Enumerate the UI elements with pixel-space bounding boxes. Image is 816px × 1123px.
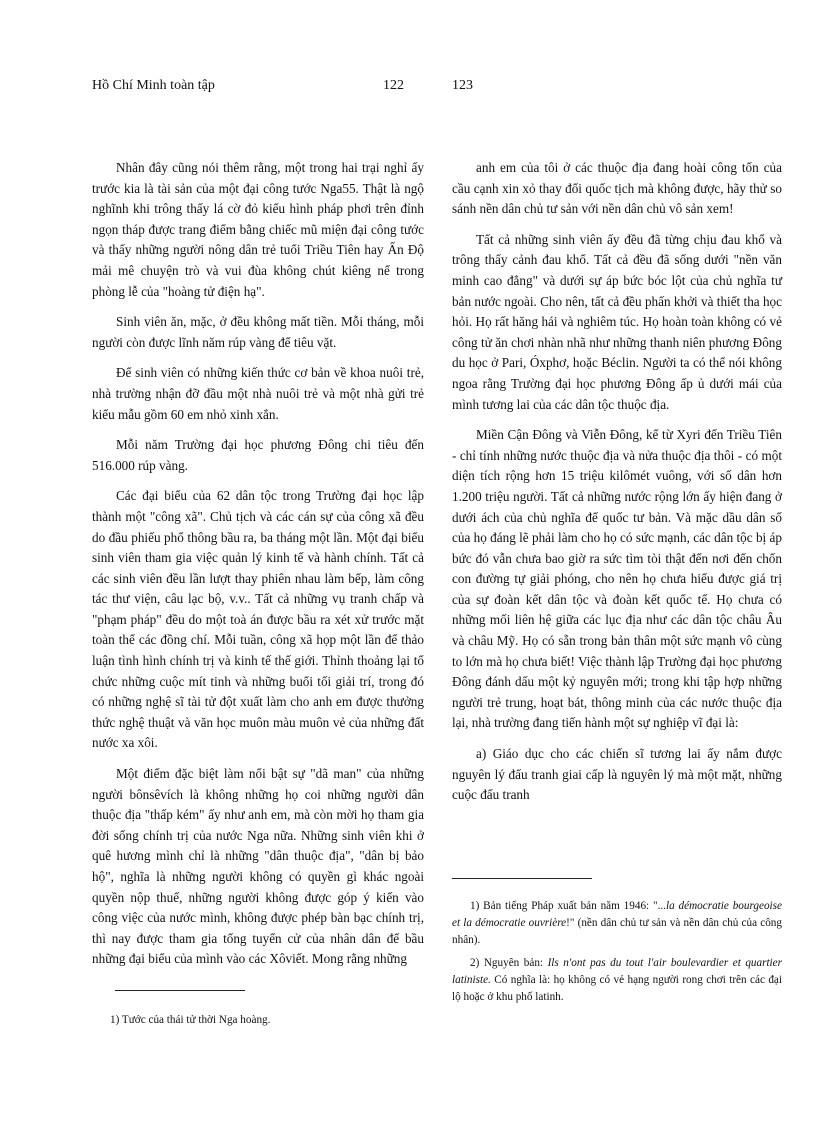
paragraph: anh em của tôi ở các thuộc địa đang hoài công tốn của cầu cạnh xin xỏ thay đổi quốc tịch mà không được, hãy thử so sánh nền dân chủ tư sản với nền dân chủ vô sản xem! (452, 160, 782, 217)
paragraph: Tất cả những sinh viên ấy đều đã từng chịu đau khổ và trông thấy cảnh đau khổ. Tất cả đều đã sống dưới "nền văn minh cao đẳng" và dưới sự áp bức bóc lột của chủ nghĩa tư bản nước ngoài. Cho nên, tất cả đều phấn khởi và thiết tha học hỏi. Họ rất hăng hái và nghiêm túc. Họ hoàn toàn không có vẻ công tử ăn chơi nhàn nhã như những thanh niên phương Đông du học ở Pari, Óxphơ, hoặc Béclin. Người ta có thể nói không ngoa rằng Trường đại học phương Đông ấp ủ dưới mái của mình tương lai của các dân tộc thuộc địa. (452, 231, 782, 412)
footnote: 1) Tước của thái tử thời Nga hoàng. (110, 1014, 271, 1026)
footnote (452, 898, 782, 949)
right-footnote-divider (452, 878, 592, 879)
left-page-number: 122 (383, 78, 404, 93)
footnote (452, 955, 782, 1006)
footnote-text: !" (nền dân chủ tư sản và nền dân chủ của công nhân). (452, 917, 782, 946)
paragraph: Một điểm đặc biệt làm nổi bật sự "dã man" của những người bônsêvích là không những họ coi những người dân thuộc địa "thấp kém" ấy như anh em, mà còn mời họ tham gia đời sống chính trị của nước Nga nữa. Những sinh viên khi ở quê hương mình chỉ là những "dân thuộc địa", "dân bị bảo hộ", nghĩa là những người không có quyền gì khác ngoài quyền nộp thuế, những người không được góp ý kiến vào công việc của nước mình, không được phép bàn bạc chính trị, thì nay được tham gia tổng tuyển cử của nhân dân để bầu những đại biểu của mình vào các Xôviết. Mong rằng những (92, 766, 424, 967)
paragraph: Mỗi năm Trường đại học phương Đông chi tiêu đến 516.000 rúp vàng. (92, 437, 424, 473)
footnote-text: 1) Bản tiếng Pháp xuất bản năm 1946: "... (470, 900, 666, 912)
paragraph: Để sinh viên có những kiến thức cơ bản về khoa nuôi trẻ, nhà trường nhận đỡ đầu một nhà nuôi trẻ và một nhà gửi trẻ kiểu mẫu gồm 60 em nhỏ xinh xắn. (92, 365, 424, 422)
left-footnote-divider (115, 990, 245, 991)
paragraph: Các đại biểu của 62 dân tộc trong Trường đại học lập thành một "công xã". Chủ tịch và các cán sự của công xã đều do đầu phiếu phổ thông bầu ra, ba tháng một lần. Một đại biểu sinh viên tham gia việc quản lý kinh tế và hành chính. Tất cả các sinh viên đều lần lượt thay phiên nhau làm bếp, làm công tác thư viện, câu lạc bộ, v.v.. Tất cả những vụ tranh chấp và "phạm pháp" đều do một toà án được bầu ra xét xử trước mặt toàn thể các đồng chí. Mỗi tuần, công xã họp một lần để thảo luận tình hình chính trị và kinh tế thế giới. Thỉnh thoảng lại tổ chức những cuộc mít tinh và những buổi tối giải trí, trong đó có những nghệ sĩ tài tử đột xuất làm cho anh em được thưởng thức nghệ thuật và văn học muôn màu muôn vẻ của những đất nước xa xôi. (92, 488, 424, 751)
footnote-text: Có nghĩa là: họ không có vẻ hạng người rong chơi trên các đại lộ hoặc ở khu phố latinh. (452, 974, 782, 1003)
footnote-italic-text: la démocratie bourgeoise et la démocratie ouvrière (452, 900, 782, 929)
right-page-body (452, 158, 782, 816)
right-page-number: 123 (452, 78, 473, 93)
paragraph: Nhân đây cũng nói thêm rằng, một trong hai trại nghỉ ấy trước kia là tài sản của một đại công tước Nga55. Thật là ngộ nghĩnh khi trông thấy lá cờ đỏ kiểu hình pháp phơi trên đỉnh ngọn tháp được trang điểm bằng chiếc mũ miện đại công tước và thấy những người nông dân trẻ tuổi Triều Tiên hay Ấn Độ mải mê chuyện trò và vui đùa không chút kiêng nể trong phòng lễ của "hoàng tử điện hạ". (92, 160, 424, 299)
paragraph: a) Giáo dục cho các chiến sĩ tương lai ấy nắm được nguyên lý đấu tranh giai cấp là nguyên lý mà một mặt, những cuộc đấu tranh (452, 746, 782, 803)
running-header-title: Hồ Chí Minh toàn tập (92, 78, 215, 93)
left-page-body (92, 158, 424, 980)
footnote-italic-text: Ils n'ont pas du tout l'air boulevardier et quartier latiniste. (452, 957, 782, 986)
paragraph: Sinh viên ăn, mặc, ở đều không mất tiền. Mỗi tháng, mỗi người còn được lĩnh năm rúp vàng để tiêu vặt. (92, 314, 424, 350)
footnote-text: 2) Nguyên bản: (470, 957, 548, 969)
right-footnotes (452, 898, 782, 1012)
left-footnotes (92, 1012, 424, 1035)
paragraph: Miền Cận Đông và Viễn Đông, kể từ Xyri đến Triều Tiên - chỉ tính những nước thuộc địa và nửa thuộc địa thôi - có một diện tích rộng hơn 15 triệu kilômét vuông, với số dân hơn 1.200 triệu người. Tất cả những nước rộng lớn ấy hiện đang ở dưới ách của chủ nghĩa đế quốc tư bản. Và mặc dầu dân số của họ đáng lẽ phải làm cho họ có sức mạnh, các dân tộc bị áp bức đó vẫn chưa bao giờ ra sức tìm tòi thật đến nơi đến chốn con đường tự giải phóng, cho nên họ chưa hiểu được giá trị của sự đoàn kết dân tộc và đoàn kết quốc tế. Họ chưa có những mối liên hệ giữa các lục địa như các dân tộc châu Âu và châu Mỹ. Họ có sẵn trong bản thân một sức mạnh vô cùng to lớn mà họ chưa biết! Việc thành lập Trường đại học phương Đông đánh dấu một kỷ nguyên mới; trong khi tập hợp những người trẻ trung, hoạt bát, thông minh của các nước thuộc địa lại, nhà trường đang tiến hành một sự nghiệp vĩ đại là: (452, 427, 782, 731)
